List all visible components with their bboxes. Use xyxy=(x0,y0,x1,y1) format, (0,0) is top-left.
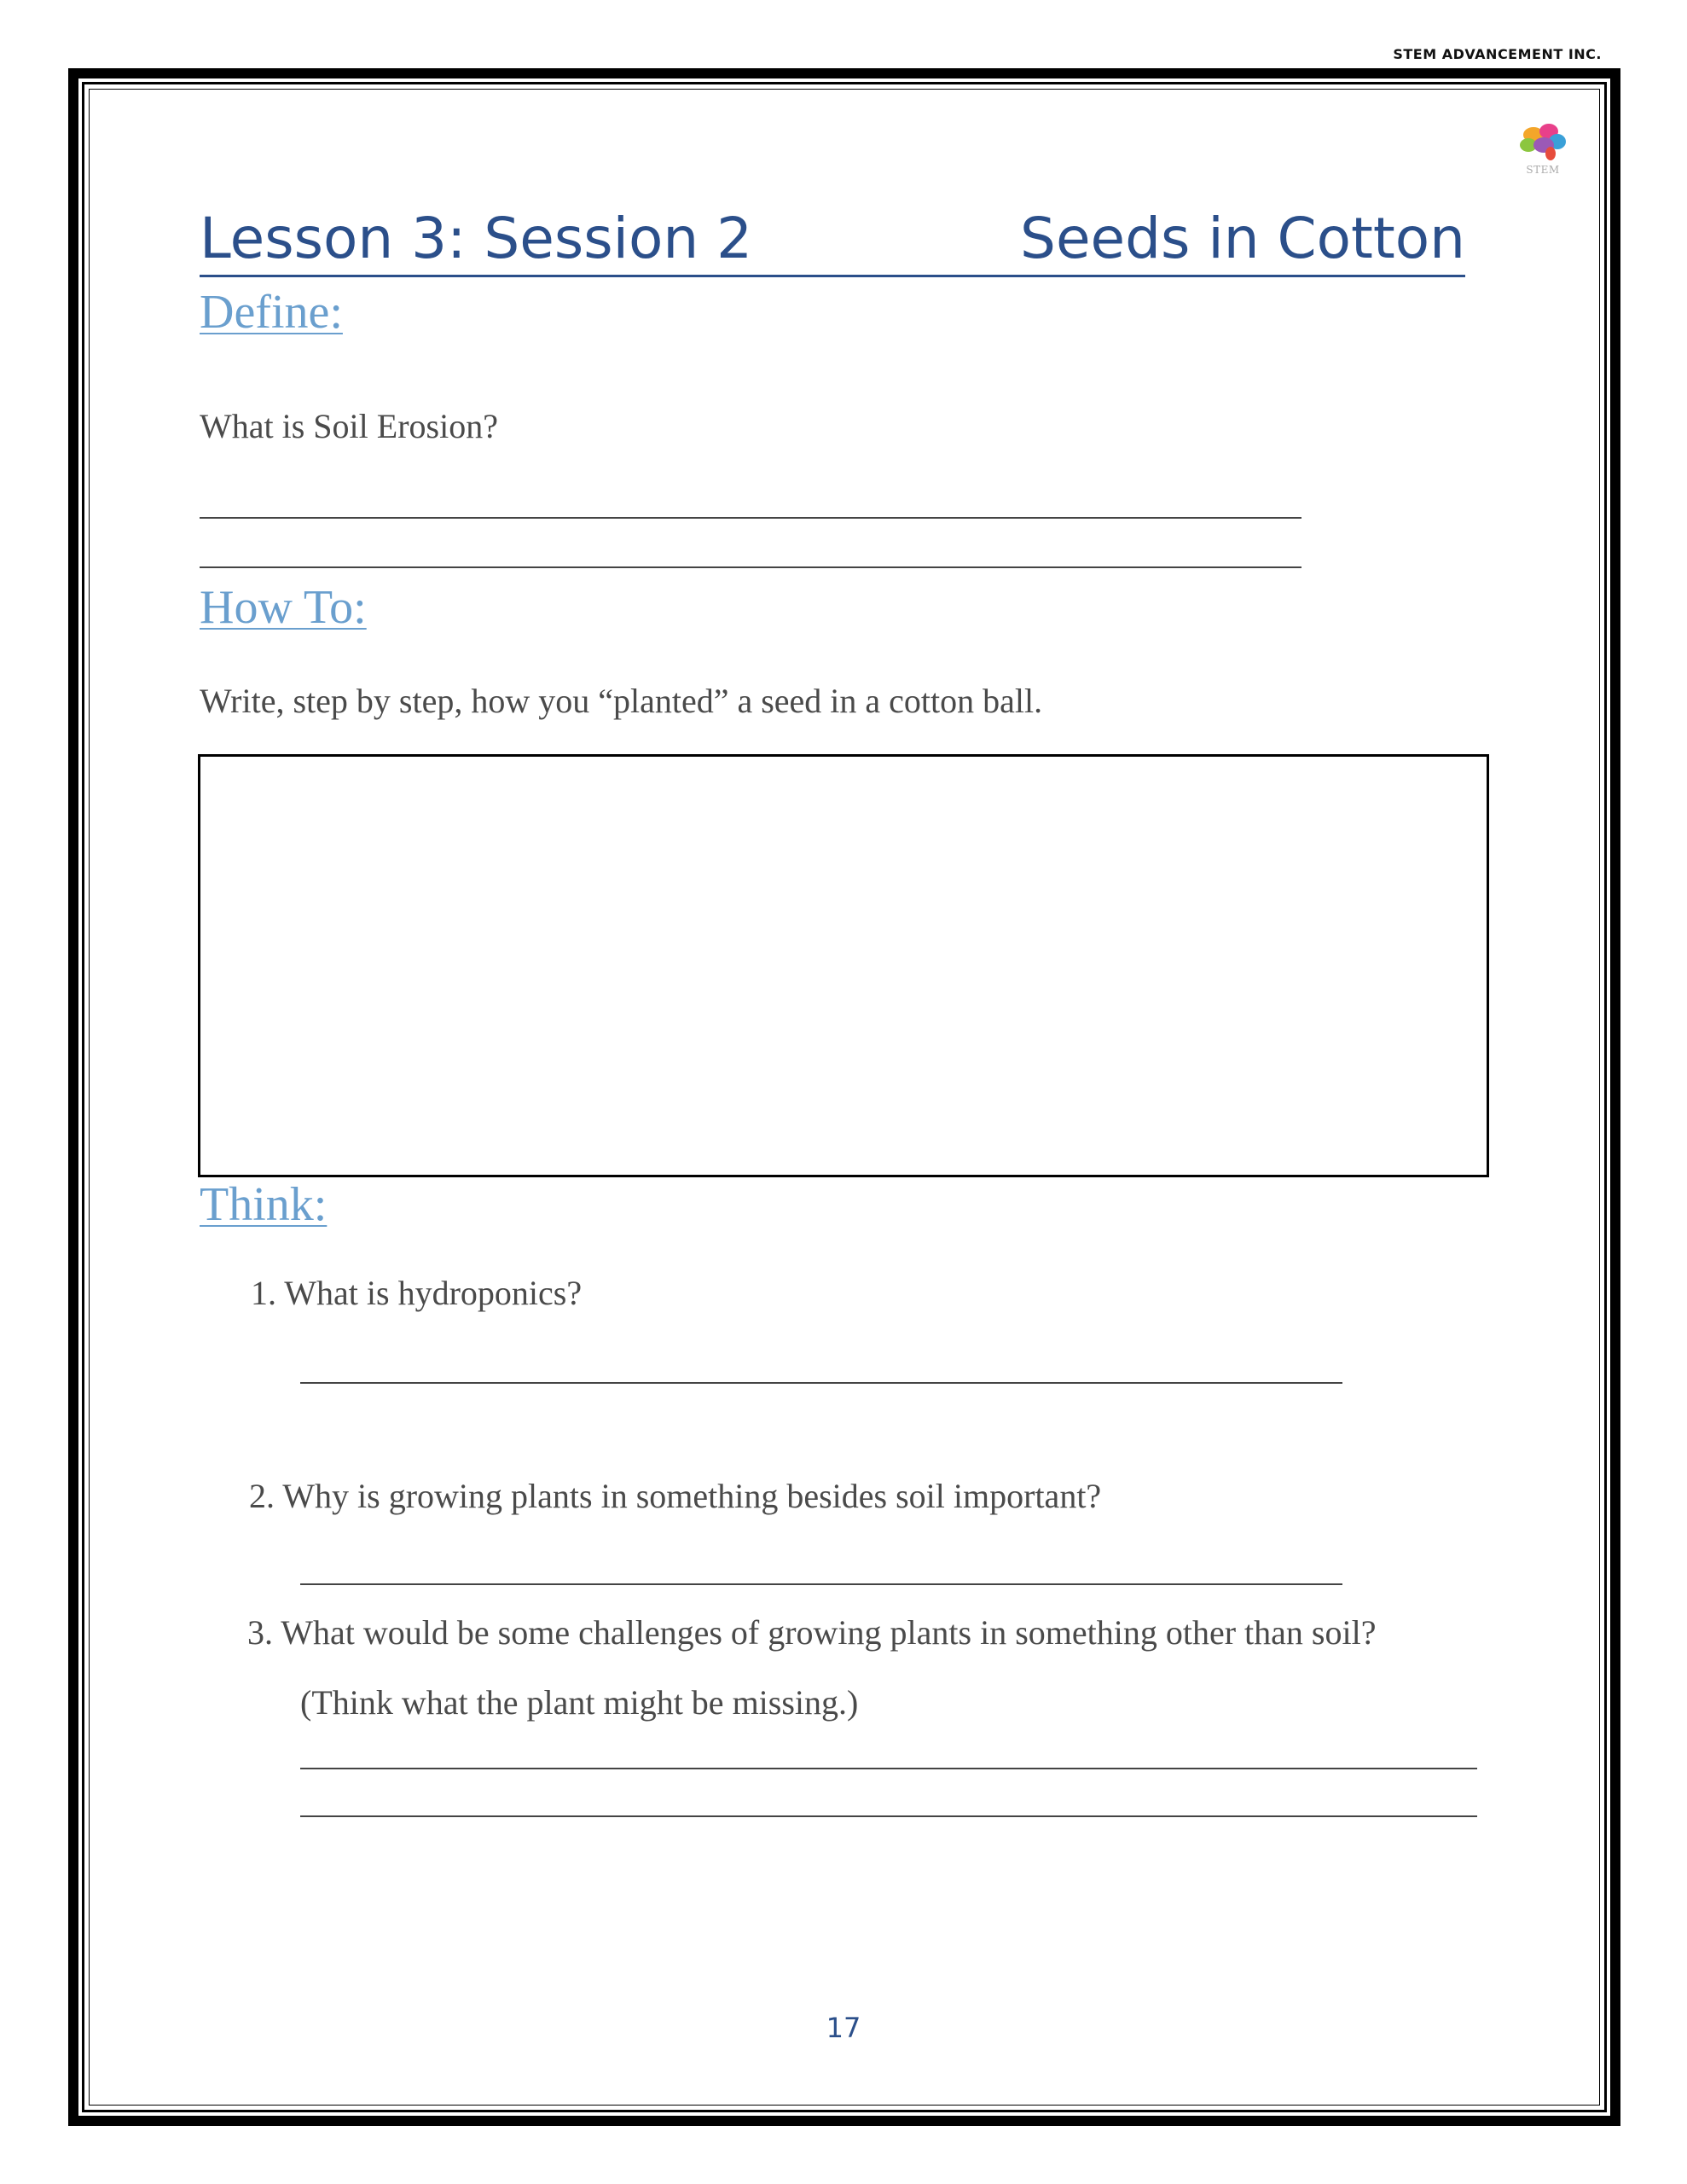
think-question-3: 3. What would be some challenges of growing plants in something other than soil? xyxy=(247,1613,1377,1652)
define-heading: Define: xyxy=(200,286,343,339)
lesson-title-bar xyxy=(200,203,1465,277)
brain-icon xyxy=(1520,124,1566,160)
logo-text: STEM xyxy=(1526,164,1560,176)
define-answer-line-1[interactable] xyxy=(200,517,1301,519)
lesson-title: Lesson 3: Session 2 xyxy=(200,206,753,271)
think-question-2: 2. Why is growing plants in something besides soil important? xyxy=(249,1477,1102,1515)
think-answer-line-3a[interactable] xyxy=(300,1768,1477,1769)
think-answer-line-1[interactable] xyxy=(300,1382,1342,1384)
page-number: 17 xyxy=(826,2012,861,2044)
organization-header: STEM ADVANCEMENT INC. xyxy=(1393,46,1602,62)
think-question-1: 1. What is hydroponics? xyxy=(251,1274,583,1312)
how-to-heading: How To: xyxy=(200,581,367,634)
think-answer-line-2[interactable] xyxy=(300,1583,1342,1585)
think-heading: Think: xyxy=(200,1178,328,1231)
think-question-3-hint: (Think what the plant might be missing.) xyxy=(300,1683,859,1722)
how-to-prompt: Write, step by step, how you “planted” a seed in a cotton ball. xyxy=(200,682,1043,720)
think-answer-line-3b[interactable] xyxy=(300,1815,1477,1817)
activity-title: Seeds in Cotton xyxy=(1020,206,1465,271)
stem-logo xyxy=(1508,116,1578,195)
define-question: What is Soil Erosion? xyxy=(200,407,498,445)
steps-answer-box[interactable] xyxy=(198,754,1489,1177)
define-answer-line-2[interactable] xyxy=(200,566,1301,568)
